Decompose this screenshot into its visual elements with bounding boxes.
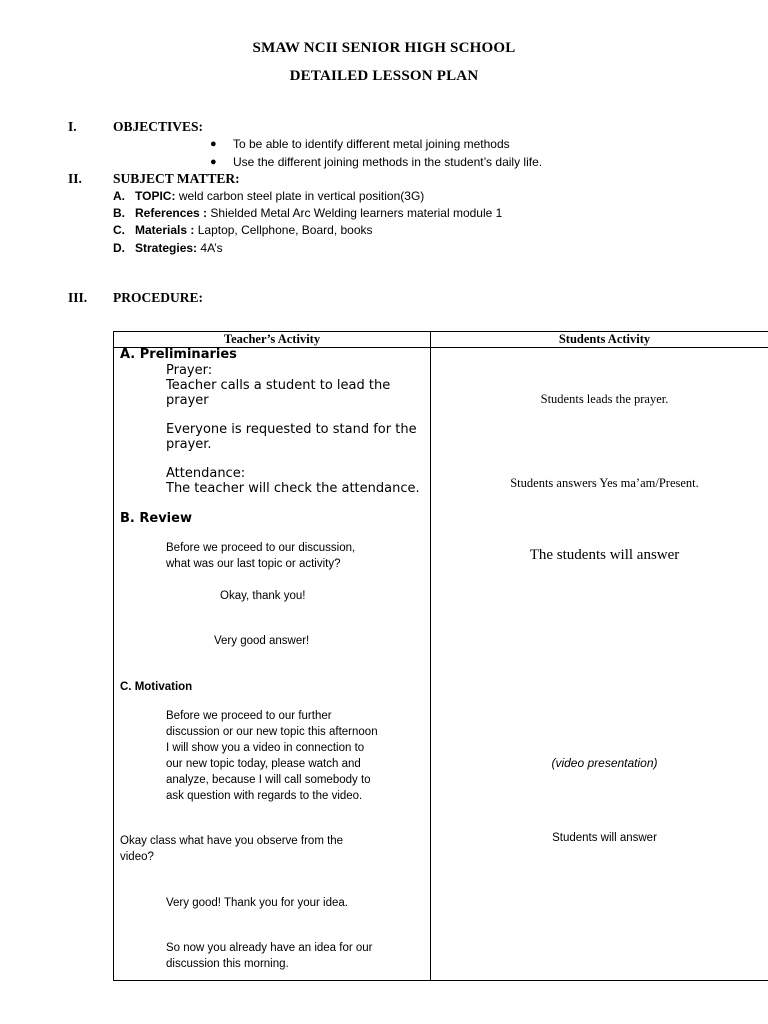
teacher-text: I will show you a video in connection to	[166, 742, 365, 754]
document-title: DETAILED LESSON PLAN	[289, 68, 479, 84]
column-divider	[430, 332, 431, 980]
teacher-text: Very good! Thank you for your idea.	[166, 897, 348, 909]
teacher-text: Okay class what have you observe from the	[120, 835, 344, 847]
teacher-text: The teacher will check the attendance.	[166, 481, 420, 496]
attendance-label: Attendance:	[166, 466, 246, 481]
teacher-text: Teacher calls a student to lead the	[166, 378, 391, 393]
item-text: 4A’s	[200, 241, 223, 255]
section-number-procedure: III.	[68, 290, 88, 305]
school-title: SMAW NCII SENIOR HIGH SCHOOL	[252, 40, 516, 56]
item-text: weld carbon steel plate in vertical position(3G)	[178, 189, 425, 203]
item-label: TOPIC:	[135, 189, 176, 203]
teacher-text: ask question with regards to the video.	[166, 790, 363, 802]
item-label: References :	[135, 206, 208, 220]
column-header-students: Students Activity	[558, 332, 651, 346]
student-text: Students answers Yes ma’am/Present.	[510, 476, 699, 490]
item-letter: A.	[113, 189, 125, 203]
student-text: (video presentation)	[551, 756, 658, 770]
subject-item-references	[113, 206, 502, 220]
section-title-procedure: PROCEDURE:	[113, 290, 203, 305]
objective-item: Use the different joining methods in the student’s daily life.	[233, 155, 543, 169]
section-number-subject-matter: II.	[68, 171, 82, 186]
heading-review: B. Review	[120, 511, 192, 526]
procedure-table	[113, 331, 768, 981]
teacher-text: discussion or our new topic this afternoon	[166, 726, 378, 738]
student-text: The students will answer	[529, 547, 680, 563]
item-text: Laptop, Cellphone, Board, books	[197, 223, 373, 237]
bullet-icon: ●	[210, 138, 217, 150]
teacher-text: our new topic today, please watch and	[166, 758, 361, 770]
subject-item-strategies	[113, 241, 223, 255]
teacher-text: prayer	[166, 393, 209, 408]
teacher-text: Before we proceed to our further	[166, 710, 332, 722]
heading-motivation: C. Motivation	[120, 681, 193, 693]
item-label: Strategies:	[135, 241, 198, 255]
student-text: Students leads the prayer.	[540, 392, 669, 406]
student-text: Students will answer	[552, 832, 657, 844]
teacher-text: So now you already have an idea for our	[166, 942, 373, 954]
item-letter: C.	[113, 223, 125, 237]
item-text: Shielded Metal Arc Welding learners material module 1	[210, 206, 503, 220]
teacher-text: Before we proceed to our discussion,	[166, 542, 356, 554]
item-letter: B.	[113, 206, 125, 220]
teacher-text: what was our last topic or activity?	[166, 558, 341, 570]
section-title-objectives: OBJECTIVES:	[113, 119, 204, 134]
section-number-objectives: I.	[68, 119, 77, 134]
teacher-text: Everyone is requested to stand for the	[166, 422, 417, 437]
subject-item-topic	[113, 189, 424, 203]
teacher-text: Okay, thank you!	[220, 590, 306, 602]
subject-item-materials	[113, 223, 373, 237]
heading-preliminaries: A. Preliminaries	[120, 347, 237, 362]
teacher-text: Very good answer!	[214, 635, 310, 647]
teacher-text: analyze, because I will call somebody to	[166, 774, 371, 786]
teacher-text: prayer.	[166, 437, 212, 452]
bullet-icon: ●	[210, 156, 217, 168]
prayer-label: Prayer:	[166, 363, 213, 378]
item-label: Materials :	[135, 223, 195, 237]
objective-item: To be able to identify different metal joining methods	[233, 137, 510, 151]
teacher-text: video?	[120, 851, 154, 863]
column-header-teacher: Teacher’s Activity	[223, 332, 321, 346]
section-title-subject-matter: SUBJECT MATTER:	[113, 171, 240, 186]
item-letter: D.	[113, 241, 125, 255]
teacher-text: discussion this morning.	[166, 958, 289, 970]
